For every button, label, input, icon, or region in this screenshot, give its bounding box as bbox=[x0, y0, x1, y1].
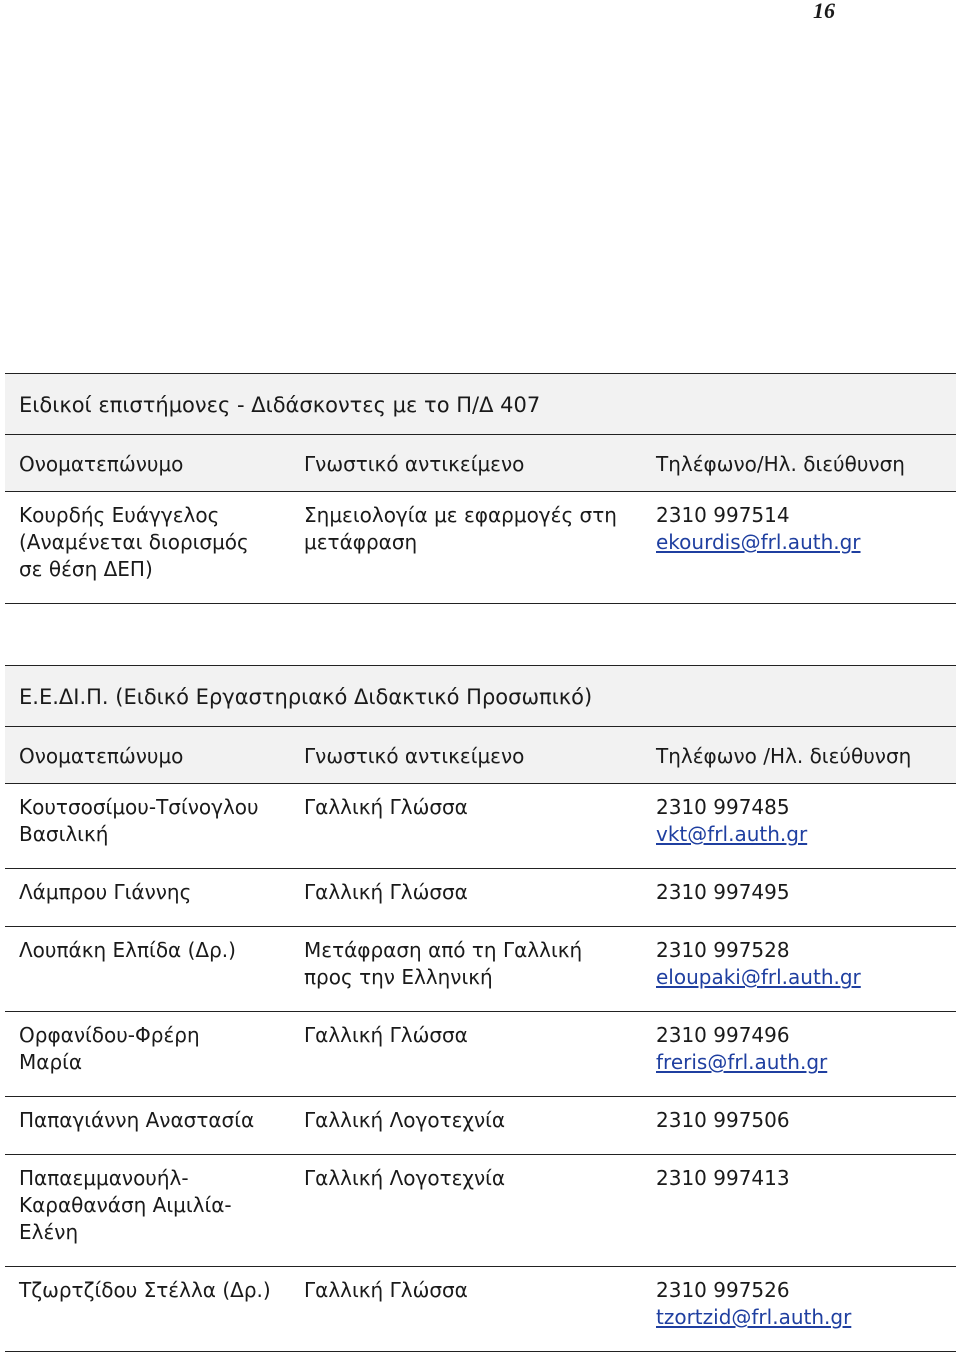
email-link[interactable]: ekourdis@frl.auth.gr bbox=[656, 530, 861, 554]
phone-number: 2310 997495 bbox=[656, 880, 790, 904]
subject-area bbox=[304, 1165, 656, 1246]
contact-info bbox=[656, 794, 956, 848]
subject-area-line: Γαλλική Γλώσσα bbox=[304, 795, 468, 819]
column-header-contact: Τηλέφωνο /Ηλ. διεύθυνση bbox=[656, 743, 912, 768]
email-link[interactable]: eloupaki@frl.auth.gr bbox=[656, 965, 861, 989]
section-special-scientists bbox=[5, 373, 956, 604]
subject-area bbox=[304, 1022, 656, 1076]
phone-number: 2310 997413 bbox=[656, 1166, 790, 1190]
table-row bbox=[5, 869, 956, 927]
contact-info bbox=[656, 879, 956, 906]
subject-area-line: Γαλλική Λογοτεχνία bbox=[304, 1108, 506, 1132]
staff-name-line: Μαρία bbox=[19, 1050, 83, 1074]
subject-area-line: μετάφραση bbox=[304, 530, 418, 554]
subject-area bbox=[304, 794, 656, 848]
column-header-contact: Τηλέφωνο/Ηλ. διεύθυνση bbox=[656, 451, 905, 476]
contact-info bbox=[656, 1107, 956, 1134]
table-row bbox=[5, 1097, 956, 1155]
table-header-row bbox=[5, 435, 956, 492]
column-header-name: Ονοματεπώνυμο bbox=[19, 451, 184, 476]
section-title: Ε.Ε.ΔΙ.Π. (Ειδικό Εργαστηριακό Διδακτικό Προσωπικό) bbox=[5, 665, 956, 727]
subject-area-line: Γαλλική Γλώσσα bbox=[304, 880, 468, 904]
subject-area bbox=[304, 1277, 656, 1331]
staff-name-line: Λουπάκη Ελπίδα (Δρ.) bbox=[19, 938, 236, 962]
section-eedip-staff bbox=[5, 665, 956, 1352]
staff-name-line: (Αναμένεται διορισμός bbox=[19, 530, 249, 554]
staff-name bbox=[19, 1107, 304, 1134]
staff-name bbox=[19, 937, 304, 991]
staff-name-line: Παπαεμμανουήλ- bbox=[19, 1166, 189, 1190]
subject-area-line: Γαλλική Γλώσσα bbox=[304, 1023, 468, 1047]
email-link[interactable]: freris@frl.auth.gr bbox=[656, 1050, 828, 1074]
staff-name bbox=[19, 1022, 304, 1076]
table-row bbox=[5, 1155, 956, 1267]
staff-name-line: Κουρδής Ευάγγελος bbox=[19, 503, 220, 527]
contact-info bbox=[656, 502, 956, 583]
staff-name bbox=[19, 502, 304, 583]
subject-area-line: Γαλλική Γλώσσα bbox=[304, 1278, 468, 1302]
contact-info bbox=[656, 937, 956, 991]
column-header-subject: Γνωστικό αντικείμενο bbox=[304, 451, 525, 476]
staff-name bbox=[19, 1277, 304, 1331]
phone-number: 2310 997526 bbox=[656, 1278, 790, 1302]
contact-info bbox=[656, 1022, 956, 1076]
phone-number: 2310 997496 bbox=[656, 1023, 790, 1047]
table-row bbox=[5, 784, 956, 869]
table-header-row bbox=[5, 727, 956, 784]
table-row bbox=[5, 1012, 956, 1097]
email-link[interactable]: tzortzid@frl.auth.gr bbox=[656, 1305, 852, 1329]
subject-area-line: προς την Ελληνική bbox=[304, 965, 493, 989]
phone-number: 2310 997528 bbox=[656, 938, 790, 962]
subject-area bbox=[304, 1107, 656, 1134]
staff-name-line: Ορφανίδου-Φρέρη bbox=[19, 1023, 200, 1047]
staff-name bbox=[19, 794, 304, 848]
subject-area-line: Γαλλική Λογοτεχνία bbox=[304, 1166, 506, 1190]
staff-name-line: Ελένη bbox=[19, 1220, 79, 1244]
subject-area bbox=[304, 502, 656, 583]
phone-number: 2310 997506 bbox=[656, 1108, 790, 1132]
staff-name bbox=[19, 879, 304, 906]
contact-info bbox=[656, 1165, 956, 1246]
staff-name-line: Βασιλική bbox=[19, 822, 109, 846]
staff-name-line: Παπαγιάννη Αναστασία bbox=[19, 1108, 255, 1132]
staff-name-line: Καραθανάση Αιμιλία- bbox=[19, 1193, 232, 1217]
section-title: Ειδικοί επιστήμονες - Διδάσκοντες με το Π/Δ 407 bbox=[5, 373, 956, 435]
table-row bbox=[5, 492, 956, 604]
subject-area-line: Μετάφραση από τη Γαλλική bbox=[304, 938, 583, 962]
contact-info bbox=[656, 1277, 956, 1331]
subject-area bbox=[304, 937, 656, 991]
subject-area bbox=[304, 879, 656, 906]
phone-number: 2310 997485 bbox=[656, 795, 790, 819]
staff-name-line: Κουτσοσίμου-Τσίνογλου bbox=[19, 795, 259, 819]
table-row bbox=[5, 927, 956, 1012]
column-header-subject: Γνωστικό αντικείμενο bbox=[304, 743, 525, 768]
phone-number: 2310 997514 bbox=[656, 503, 790, 527]
staff-name-line: Τζωρτζίδου Στέλλα (Δρ.) bbox=[19, 1278, 271, 1302]
column-header-name: Ονοματεπώνυμο bbox=[19, 743, 184, 768]
page-number: 16 bbox=[813, 0, 835, 23]
email-link[interactable]: vkt@frl.auth.gr bbox=[656, 822, 808, 846]
staff-name-line: σε θέση ΔΕΠ) bbox=[19, 557, 153, 581]
subject-area-line: Σημειολογία με εφαρμογές στη bbox=[304, 503, 617, 527]
staff-name-line: Λάμπρου Γιάννης bbox=[19, 880, 192, 904]
staff-name bbox=[19, 1165, 304, 1246]
table-row bbox=[5, 1267, 956, 1352]
